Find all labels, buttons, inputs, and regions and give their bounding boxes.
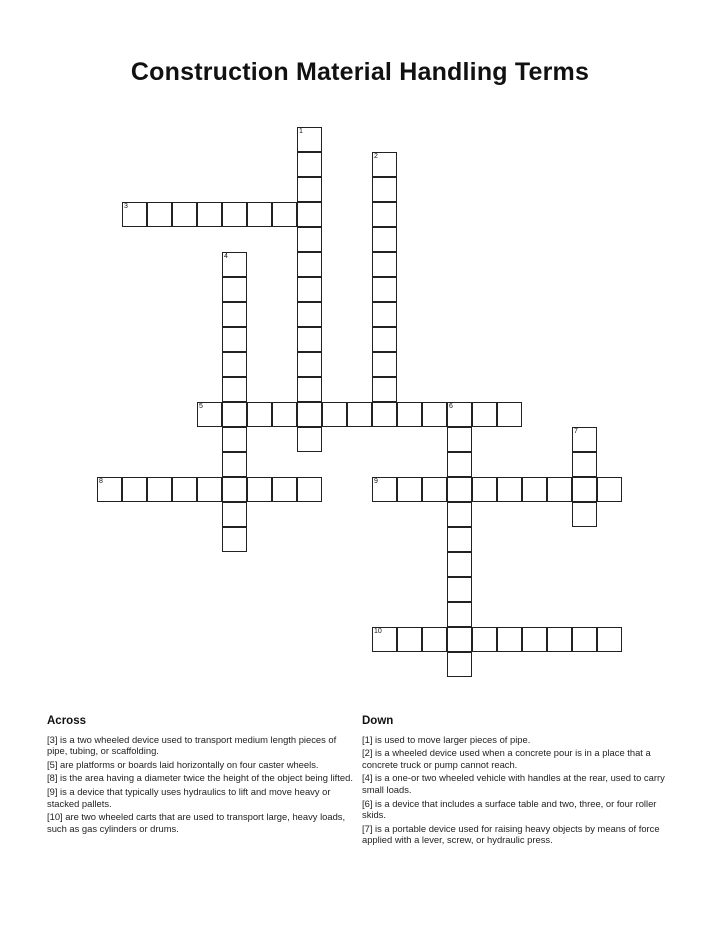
grid-cell[interactable] [297, 252, 322, 277]
clue-number: 8 [99, 478, 103, 485]
grid-cell[interactable] [222, 427, 247, 452]
grid-cell[interactable] [197, 202, 222, 227]
grid-cell[interactable] [222, 277, 247, 302]
grid-cell[interactable] [572, 502, 597, 527]
clue-across-3: [3] is a two wheeled device used to transport medium length pieces of pipe, tubing, or scaffolding. [47, 733, 337, 757]
grid-cell[interactable] [222, 302, 247, 327]
grid-cell[interactable] [447, 627, 472, 652]
grid-cell[interactable] [297, 127, 322, 152]
clue-down-4: [4] is a one-or two wheeled vehicle with handles at the rear, used to carry small loads. [362, 772, 665, 795]
grid-cell[interactable] [447, 652, 472, 677]
grid-cell[interactable] [297, 177, 322, 202]
grid-cell[interactable] [422, 402, 447, 427]
grid-cell[interactable] [522, 477, 547, 502]
clue-across-10: [10] are two wheeled carts that are used to transport large, heavy loads, such as gas cylinders or drums. [47, 811, 346, 834]
grid-cell[interactable] [447, 577, 472, 602]
grid-cell[interactable] [172, 202, 197, 227]
clue-across-5: [5] are platforms or boards laid horizontally on four caster wheels. [47, 758, 319, 770]
grid-cell[interactable] [247, 477, 272, 502]
grid-cell[interactable] [222, 327, 247, 352]
grid-cell[interactable] [147, 202, 172, 227]
grid-cell[interactable] [447, 427, 472, 452]
grid-cell[interactable] [472, 402, 497, 427]
grid-cell[interactable] [422, 477, 447, 502]
grid-cell[interactable] [297, 227, 322, 252]
grid-cell[interactable] [372, 277, 397, 302]
grid-cell[interactable] [122, 202, 147, 227]
grid-cell[interactable] [297, 277, 322, 302]
clue-number: 6 [449, 403, 453, 410]
grid-cell[interactable] [297, 402, 322, 427]
grid-cell[interactable] [447, 527, 472, 552]
grid-cell[interactable] [297, 202, 322, 227]
grid-cell[interactable] [222, 452, 247, 477]
grid-cell[interactable] [372, 152, 397, 177]
grid-cell[interactable] [572, 452, 597, 477]
across-clues [47, 716, 357, 836]
grid-cell[interactable] [472, 627, 497, 652]
grid-cell[interactable] [522, 627, 547, 652]
grid-cell[interactable] [497, 402, 522, 427]
grid-cell[interactable] [372, 627, 397, 652]
grid-cell[interactable] [597, 627, 622, 652]
grid-cell[interactable] [322, 402, 347, 427]
down-heading: Down [362, 715, 394, 727]
grid-cell[interactable] [447, 452, 472, 477]
clue-number: 10 [374, 628, 382, 635]
grid-cell[interactable] [447, 552, 472, 577]
clue-down-2: [2] is a wheeled device used when a concrete pour is in a place that a concrete truck or pump cannot reach. [362, 747, 651, 770]
grid-cell[interactable] [222, 402, 247, 427]
grid-cell[interactable] [447, 477, 472, 502]
grid-cell[interactable] [472, 477, 497, 502]
grid-cell[interactable] [222, 377, 247, 402]
grid-cell[interactable] [572, 627, 597, 652]
grid-cell[interactable] [297, 152, 322, 177]
clue-number: 4 [224, 253, 228, 260]
grid-cell[interactable] [197, 477, 222, 502]
grid-cell[interactable] [372, 202, 397, 227]
grid-cell[interactable] [372, 377, 397, 402]
grid-cell[interactable] [372, 177, 397, 202]
grid-cell[interactable] [297, 302, 322, 327]
clue-number: 9 [374, 478, 378, 485]
grid-cell[interactable] [172, 477, 197, 502]
grid-cell[interactable] [497, 477, 522, 502]
clue-down-1: [1] is used to move larger pieces of pipe. [362, 733, 531, 745]
grid-cell[interactable] [297, 427, 322, 452]
grid-cell[interactable] [372, 352, 397, 377]
grid-cell[interactable] [372, 252, 397, 277]
down-clues [362, 716, 672, 848]
grid-cell[interactable] [547, 627, 572, 652]
grid-cell[interactable] [222, 502, 247, 527]
grid-cell[interactable] [397, 477, 422, 502]
grid-cell[interactable] [572, 427, 597, 452]
grid-cell[interactable] [372, 302, 397, 327]
grid-cell[interactable] [222, 527, 247, 552]
grid-cell[interactable] [297, 377, 322, 402]
grid-cell[interactable] [222, 352, 247, 377]
grid-cell[interactable] [447, 502, 472, 527]
grid-cell[interactable] [272, 402, 297, 427]
grid-cell[interactable] [497, 627, 522, 652]
grid-cell[interactable] [297, 477, 322, 502]
clue-across-8: [8] is the area having a diameter twice the height of the object being lifted. [47, 772, 353, 784]
grid-cell[interactable] [297, 352, 322, 377]
grid-cell[interactable] [222, 252, 247, 277]
clue-down-7: [7] is a portable device used for raising heavy objects by means of force applied with a lever, screw, or hydraulic press. [362, 822, 660, 846]
grid-cell[interactable] [572, 477, 597, 502]
grid-cell[interactable] [272, 202, 297, 227]
grid-cell[interactable] [372, 477, 397, 502]
grid-cell[interactable] [422, 627, 447, 652]
grid-cell[interactable] [222, 477, 247, 502]
grid-cell[interactable] [397, 627, 422, 652]
grid-cell[interactable] [372, 327, 397, 352]
grid-cell[interactable] [547, 477, 572, 502]
grid-cell[interactable] [397, 402, 422, 427]
grid-cell[interactable] [347, 402, 372, 427]
grid-cell[interactable] [447, 602, 472, 627]
across-heading: Across [47, 715, 86, 727]
grid-cell[interactable] [372, 227, 397, 252]
grid-cell[interactable] [222, 202, 247, 227]
clue-across-9: [9] is a device that typically uses hydraulics to lift and move heavy or stacked pallets. [47, 785, 331, 809]
grid-cell[interactable] [97, 477, 122, 502]
grid-cell[interactable] [597, 477, 622, 502]
clue-number: 7 [574, 428, 578, 435]
grid-cell[interactable] [372, 402, 397, 427]
clue-number: 1 [299, 128, 303, 135]
grid-cell[interactable] [297, 327, 322, 352]
grid-cell[interactable] [247, 202, 272, 227]
puzzle-title: Construction Material Handling Terms [130, 58, 590, 86]
clue-number: 5 [199, 403, 203, 410]
clue-down-6: [6] is a device that includes a surface table and two, three, or four roller skids. [362, 797, 657, 821]
clue-number: 2 [374, 153, 378, 160]
clue-number: 3 [124, 203, 128, 210]
grid-cell[interactable] [197, 402, 222, 427]
grid-cell[interactable] [272, 477, 297, 502]
grid-cell[interactable] [122, 477, 147, 502]
grid-cell[interactable] [147, 477, 172, 502]
grid-cell[interactable] [447, 402, 472, 427]
grid-cell[interactable] [247, 402, 272, 427]
